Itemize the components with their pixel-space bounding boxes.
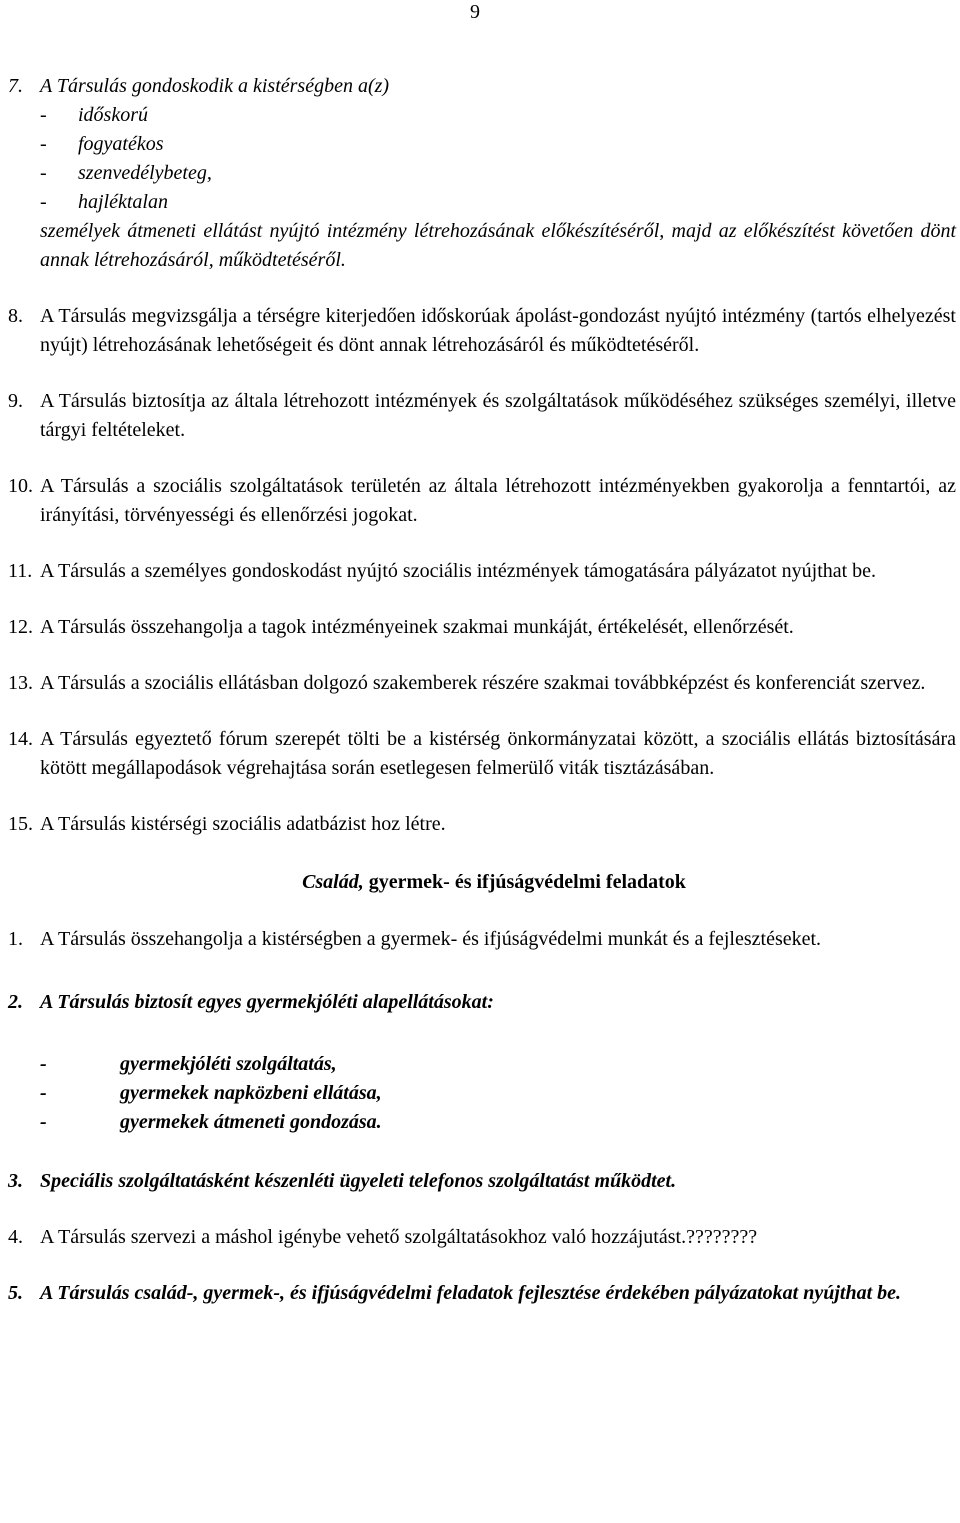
section-title — [8, 868, 956, 897]
item-8 — [8, 302, 956, 360]
item-number: 2. — [8, 991, 23, 1013]
list-item — [40, 1050, 956, 1079]
item-number: 13. — [8, 672, 33, 694]
item-number: 15. — [8, 813, 33, 835]
item-text: A Társulás szervezi a máshol igénybe vehető szolgáltatásokhoz való hozzájutást.???????? — [40, 1226, 758, 1248]
item-7-closing: személyek átmeneti ellátást nyújtó intézmény létrehozásának előkészítéséről, majd az előkészítést követően dönt annak létrehozásáról, működtetéséről. — [40, 220, 956, 271]
item-number: 14. — [8, 728, 33, 750]
item-13 — [8, 669, 956, 698]
item-12 — [8, 613, 956, 642]
item-number: 9. — [8, 390, 23, 412]
item-number: 3. — [8, 1170, 23, 1192]
item-9 — [8, 387, 956, 445]
item-text: A Társulás megvizsgálja a térségre kiterjedően időskorúak ápolást-gondozást nyújtó intézmény (tartós elhelyezést nyújt) létrehozásának lehetőségeit és dönt annak létrehozásáról és működtetéséről. — [40, 305, 956, 356]
item-15 — [8, 810, 956, 839]
list-item-text: szenvedélybeteg, — [78, 162, 212, 184]
list-item — [40, 1108, 956, 1137]
dash: - — [40, 1053, 47, 1075]
list-item — [40, 130, 956, 159]
item-number: 7. — [8, 75, 23, 97]
item-number: 1. — [8, 928, 23, 950]
list-item — [40, 101, 956, 130]
item-11 — [8, 557, 956, 586]
item-text: A Társulás a személyes gondoskodást nyújtó szociális intézmények támogatására pályázatot nyújthat be. — [40, 560, 877, 582]
item-text: A Társulás család-, gyermek-, és ifjúságvédelmi feladatok fejlesztése érdekében pályázatokat nyújthat be. — [40, 1282, 902, 1304]
list-item-text: hajléktalan — [78, 191, 168, 213]
item-number: 8. — [8, 305, 23, 327]
child-item-2 — [8, 988, 956, 1017]
item-text: A Társulás a szociális ellátásban dolgozó szakemberek részére szakmai továbbképzést és konferenciát szervez. — [40, 672, 926, 694]
child-item-3 — [8, 1167, 956, 1196]
item-7 — [8, 72, 956, 275]
child-item-5 — [8, 1279, 956, 1308]
item-number: 4. — [8, 1226, 23, 1248]
list-item-text: időskorú — [78, 104, 148, 126]
item-10 — [8, 472, 956, 530]
item-text: A Társulás összehangolja a tagok intézményeinek szakmai munkáját, értékelését, ellenőrzését. — [40, 616, 794, 638]
dash: - — [40, 104, 47, 126]
item-14 — [8, 725, 956, 783]
list-item — [40, 159, 956, 188]
dash: - — [40, 1082, 47, 1104]
list-item-text: gyermekek átmeneti gondozása. — [120, 1111, 382, 1133]
item-number: 10. — [8, 475, 33, 497]
dash: - — [40, 1111, 47, 1133]
page-content — [8, 72, 956, 1308]
item-text: A Társulás kistérségi szociális adatbázist hoz létre. — [40, 813, 446, 835]
childcare-service-list — [8, 1050, 956, 1137]
list-item-text: fogyatékos — [78, 133, 164, 155]
dash: - — [40, 133, 47, 155]
target-group-list — [40, 101, 956, 217]
page-number: 9 — [470, 1, 480, 23]
list-item-text: gyermekjóléti szolgáltatás, — [120, 1053, 337, 1075]
item-text: A Társulás a szociális szolgáltatások területén az általa létrehozott intézményekben gyakorolja a fenntartói, az irányítási, törvényességi és ellenőrzési jogokat. — [40, 475, 956, 526]
list-item — [40, 1079, 956, 1108]
dash: - — [40, 191, 47, 213]
child-item-4 — [8, 1223, 956, 1252]
item-text: A Társulás biztosítja az általa létrehozott intézmények és szolgáltatások működéséhez szükséges személyi, illetve tárgyi feltételeket. — [40, 390, 956, 441]
dash: - — [40, 162, 47, 184]
item-number: 12. — [8, 616, 33, 638]
item-number: 5. — [8, 1282, 23, 1304]
item-number: 11. — [8, 560, 33, 582]
list-item-text: gyermekek napközbeni ellátása, — [120, 1082, 382, 1104]
child-item-1 — [8, 925, 956, 954]
section-title-italic: Család, — [302, 871, 364, 893]
item-7-intro: A Társulás gondoskodik a kistérségben a(z) — [40, 75, 390, 97]
list-item — [40, 188, 956, 217]
section-title-rest: gyermek- és ifjúságvédelmi feladatok — [363, 871, 686, 893]
item-text: A Társulás biztosít egyes gyermekjóléti alapellátásokat: — [40, 991, 494, 1013]
item-text: Speciális szolgáltatásként készenléti ügyeleti telefonos szolgáltatást működtet. — [40, 1170, 677, 1192]
item-text: A Társulás összehangolja a kistérségben a gyermek- és ifjúságvédelmi munkát és a fejlesztéseket. — [40, 928, 822, 950]
item-body — [40, 72, 956, 275]
item-text: A Társulás egyeztető fórum szerepét tölti be a kistérség önkormányzatai között, a szociális ellátás biztosítására kötött megállapodások végrehajtása során esetlegesen felmerülő viták tisztázásában. — [40, 728, 956, 779]
